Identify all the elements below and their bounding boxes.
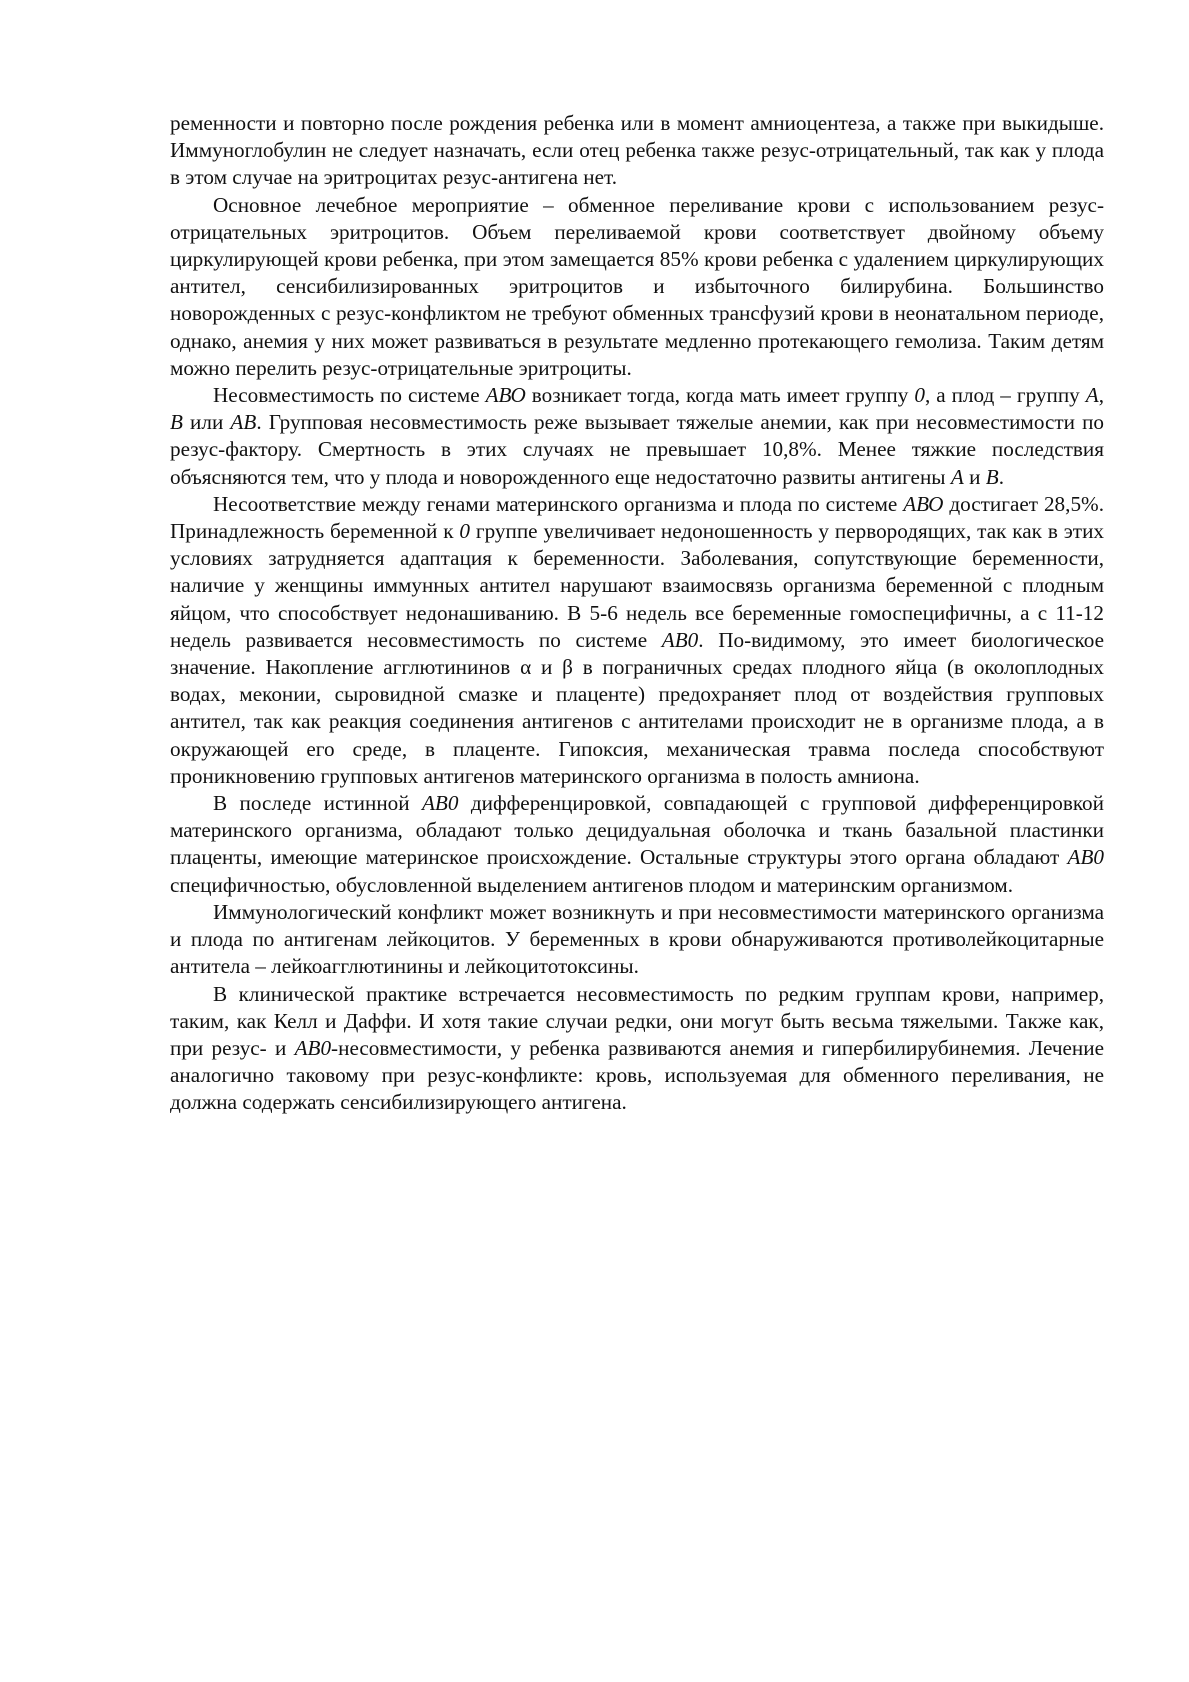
paragraph-5 xyxy=(170,790,1104,899)
text-run: или xyxy=(182,410,231,435)
text-run: ременности и повторно после рождения ребенка или в момент амниоцентеза, а также при выкидыше. Иммуноглобулин не следует назначать, если отец ребенка также резус-отрицательный, так как у плода в этом случае на эритроцитах резус-антигена нет. xyxy=(170,111,1104,190)
text-run: . Групповая несовместимость реже вызывает тяжелые анемии, как при несовместимости по резус-фактору. Смертность в этих случаях не превышает 10,8%. Менее тяжкие последствия объясняются тем, что у плода и новорожденного еще недостаточно развиты антигены xyxy=(170,410,1104,489)
italic-term: АВ0 xyxy=(294,1035,332,1060)
text-run: . xyxy=(998,464,1004,489)
text-run: Иммунологический конфликт может возникнуть и при несовместимости материнского организма и плода по антигенам лейкоцитов. У беременных в крови обнаруживаются противолейкоцитарные антитела – лейкоагглютинины и лейкоцитотоксины. xyxy=(170,899,1104,979)
italic-term: В xyxy=(170,410,183,435)
text-run: дифференцировкой, совпадающей с групповой дифференцировкой материнского организма, обладают только децидуальная оболочка и ткань базальной пластинки плаценты, имеющие материнское происхождение. Остальные структуры этого органа обладают xyxy=(170,791,1104,870)
paragraph-4 xyxy=(170,491,1104,790)
italic-term: А xyxy=(1085,383,1099,408)
text-run: В клинической практике встречается несовместимость по редким группам крови, например, таким, как Келл и Даффи. И хотя такие случаи редки, они могут быть весьма тяжелыми. Также как, при резус- и xyxy=(170,981,1104,1060)
text-run: достигает 28,5%. Принадлежность беременной к xyxy=(170,491,1104,544)
text-run: возникает тогда, когда мать имеет группу xyxy=(525,383,915,408)
paragraph-7 xyxy=(170,981,1104,1117)
text-run: -несовместимости, у ребенка развиваются анемия и гипербилирубинемия. Лечение аналогично таковому при резус-конфликте: кровь, используемая для обменного переливания, не должна содержать сенсибилизирующего антигена. xyxy=(170,1035,1104,1115)
paragraph-6 xyxy=(170,899,1104,981)
text-run: и xyxy=(963,464,986,489)
italic-term: В xyxy=(985,464,999,489)
text-run: Основное лечебное мероприятие – обменное переливание крови с использованием резус-отрицательных эритроцитов. Объем переливаемой крови соответствует двойному объему циркулирующей крови ребенка, при этом замещается 85% крови ребенка с удалением циркулирующих антител, сенсибилизированных эритроцитов и избыточного билирубина. Большинство новорожденных с резус-конфликтом не требуют обменных трансфузий крови в неонатальном периоде, однако, анемия у них может развиваться в результате медленно протекающего гемолиза. Таким детям можно перелить резус-отрицательные эритроциты. xyxy=(170,192,1104,380)
italic-term: 0 xyxy=(914,383,925,408)
document-page xyxy=(170,110,1104,1117)
paragraph-3 xyxy=(170,382,1104,491)
text-run: В последе истинной xyxy=(213,791,422,816)
italic-term: АВ0 xyxy=(421,791,459,816)
paragraph-2 xyxy=(170,192,1104,382)
text-run: , xyxy=(1098,383,1104,408)
text-run: группе увеличивает недоношенность у первородящих, так как в этих условиях затрудняется адаптация к беременности. Заболевания, сопутствующие беременности, наличие у женщины иммунных антител нарушают взаимосвязь организма беременной с плодным яйцом, что способствует недонашиванию. В 5-6 недель все беременные гомоспецифичны, а с 11-12 недель развивается несовместимость по системе xyxy=(170,519,1104,652)
italic-term: 0 xyxy=(459,519,471,544)
text-run: . По-видимому, это имеет биологическое значение. Накопление агглютининов α и β в пограничных средах плодного яйца (в околоплодных водах, меконии, сыровидной смазке и плаценте) предохраняет плод от воздействия групповых антител, так как реакция соединения антигенов с антителами происходит не в организме плода, а в окружающей его среде, в плаценте. Гипоксия, механическая травма последа способствуют проникновению групповых антигенов материнского организма в полость амниона. xyxy=(170,627,1104,788)
italic-term: АВ0 xyxy=(661,627,699,652)
text-run: Несоответствие между генами материнского организма и плода по системе xyxy=(213,491,904,516)
italic-term: АВ xyxy=(230,410,257,435)
italic-term: АВО xyxy=(485,383,526,408)
italic-term: АВ0 xyxy=(1067,845,1104,870)
paragraph-1 xyxy=(170,110,1104,192)
text-run: специфичностью, обусловленной выделением антигенов плодом и материнским организмом. xyxy=(170,872,1013,897)
italic-term: АВО xyxy=(903,491,944,516)
text-run: Несовместимость по системе xyxy=(213,383,486,408)
text-run: , а плод – группу xyxy=(924,383,1086,408)
italic-term: А xyxy=(950,464,964,489)
